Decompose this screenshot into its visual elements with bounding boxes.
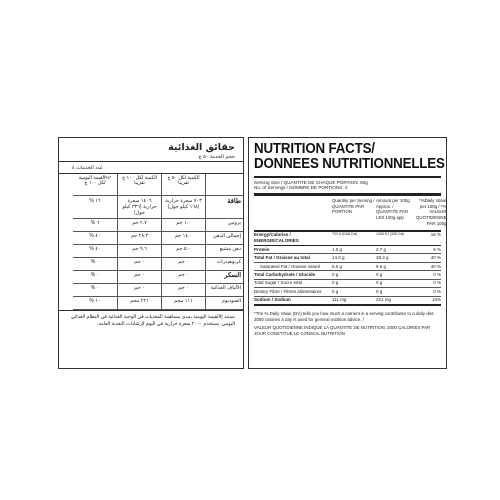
arabic-header-col2: الكمية لكل ٥٠ ج تقريبا xyxy=(161,174,205,196)
daily-value: 0 % xyxy=(433,288,441,294)
per-serving-value: 0 g xyxy=(332,288,339,294)
footnote-english: *The % Daily Value (DV) tells you how much a nutrient in a serving contributes to a daily diet. 2000 calories a day is used for general nutrition advice. / xyxy=(254,310,435,322)
arabic-row-c3: ٢.٧ جم xyxy=(117,219,161,232)
table-row xyxy=(254,271,441,279)
footnote-french: VALEUR QUOTIDIENNE INDIQUE LA QUANTITE DE NUTRITION. 2000 CALORIES PAR JOUR CONSTITUE LE CONSCIL NUTRITION xyxy=(254,324,431,336)
nutrient-label: Total Sugar / Sucre total xyxy=(254,280,303,286)
arabic-header-blank xyxy=(205,174,243,196)
arabic-row-label: الألياف الغذائية xyxy=(205,284,243,297)
per-100g-value: 28.3 g xyxy=(376,255,389,261)
per-serving-value: 5.0 g xyxy=(332,263,343,269)
nutrient-label: Total Carbohydrate / Glucide xyxy=(254,272,316,278)
nutrient-label: Energy/Calories / ENERGIE/CALORIES xyxy=(254,232,299,244)
serving-info xyxy=(254,176,441,191)
nutrition-table xyxy=(254,230,441,306)
arabic-servings: عدد الخدمات ٤ xyxy=(72,165,103,171)
table-row xyxy=(254,263,441,271)
per-100g-value: 1406 KJ (336 Cal) xyxy=(376,232,405,237)
arabic-row-c2: ٥.٠ جم xyxy=(161,245,205,258)
nutrient-label: Saturated Fat / Graisse saturé xyxy=(260,263,321,269)
arabic-row-c3: ٠ جم xyxy=(117,271,161,284)
arabic-row-c4: ١٦ % xyxy=(73,196,117,219)
arabic-header xyxy=(59,138,243,162)
table-row xyxy=(254,254,441,262)
arabic-row-c2: ٠ جم xyxy=(161,271,205,284)
arabic-row-c4: ٤٠ % xyxy=(73,232,117,245)
per-100g-value: 2.7 g xyxy=(376,246,387,252)
daily-value: 0 % xyxy=(433,280,441,286)
arabic-row-label: السكر xyxy=(205,271,243,284)
arabic-row-c4: ٠ % xyxy=(73,271,117,284)
arabic-row-c3: ٩.٦ جم xyxy=(117,245,161,258)
arabic-row-c4: ٠ % xyxy=(73,258,117,271)
arabic-row-c2: ٠ جم xyxy=(161,284,205,297)
arabic-serving-size: حجم الخدمة ٥٠ ج xyxy=(198,154,235,160)
arabic-row-c4: ٤٠ % xyxy=(73,245,117,258)
arabic-title: حقائق الغذائية xyxy=(168,142,235,153)
header-blank xyxy=(254,198,332,227)
arabic-row-c3: ٢٨.٣ جم xyxy=(117,232,161,245)
arabic-row-label: بروتين xyxy=(205,219,243,232)
daily-value: 10% xyxy=(431,297,441,303)
table-row xyxy=(254,297,441,306)
per-100g-value: 221 mg xyxy=(376,297,392,303)
arabic-header-col3: الكمية لكل ١٠٠ ج تقريبا xyxy=(117,174,161,196)
arabic-row-c3: ١٤٠٦ سعرة حرارية (٣٣٦ كيلو جول) xyxy=(117,196,161,219)
header-per-100g: Amount per 100g Approx. / QUANTITE PAR LES 100g app xyxy=(376,198,410,221)
nutrient-label: Dietary Fibre / Fibres alimentaires xyxy=(254,288,322,294)
daily-value: 6 % xyxy=(433,246,441,252)
arabic-row-c3: ٠ جم xyxy=(117,284,161,297)
arabic-servings-row xyxy=(59,162,243,174)
title-line-2: DONNEES NUTRITIONNELLES xyxy=(254,155,445,172)
arabic-row-c3: ٠ جم xyxy=(117,258,161,271)
arabic-row-c4: ٦ % xyxy=(73,219,117,232)
arabic-row-c4: ٠ % xyxy=(73,284,117,297)
per-serving-value: 703 KJ(168 Cal) xyxy=(332,232,358,237)
table-row xyxy=(254,280,441,288)
arabic-row-label: دهن مشبع xyxy=(205,245,243,258)
arabic-header-col4: *%القيمة اليومية لكل ١٠٠ ج xyxy=(73,174,117,196)
arabic-row-label: الصوديوم xyxy=(205,297,243,310)
arabic-row-c2: ١٤.٠ جم xyxy=(161,232,205,245)
per-serving-value: 0 g xyxy=(332,280,339,286)
arabic-footnote: تستند إلالقيمة اليومية بمدى مساهمة المغذيات في الوجبة الغذائية في النظام الغذائي اليومي. يستخدم ٢٠٠٠ سعرة حرارية في اليوم لإرشادات التغذية العامة. xyxy=(59,310,243,331)
daily-value: 40 % xyxy=(430,263,441,269)
arabic-row-c3: ٢٢١ مجم xyxy=(117,297,161,310)
daily-value: 40 % xyxy=(430,255,441,261)
serving-size: Serving Size / QUANTITE DE CHAQUE PORTION: 50g xyxy=(254,179,368,185)
footnote xyxy=(254,311,441,337)
arabic-nutrition-panel xyxy=(58,137,244,369)
arabic-row-c2: ٠ جم xyxy=(161,258,205,271)
header-daily-value: *%Daily Value per 100g / *% VALEUR QUOTIDIENNE PAR 100g xyxy=(416,198,447,226)
arabic-row-label: إجمالي الدهن xyxy=(205,232,243,245)
arabic-nutrition-table xyxy=(59,174,243,310)
arabic-row-c2: ٧٠٣ سعرة حرارية (١٦٨ كيلو جول) xyxy=(161,196,205,219)
daily-value: 0 % xyxy=(433,272,441,278)
per-serving-value: 111 mg xyxy=(332,297,347,303)
title-line-1: NUTRITION FACTS/ xyxy=(254,141,375,157)
header-per-serving: Quantity per Serving / QUANTITE PAR PORTION xyxy=(332,198,375,215)
table-row xyxy=(254,232,441,246)
table-header xyxy=(254,196,447,227)
nutrition-facts-title xyxy=(254,142,447,172)
arabic-row-c4: ١٠ % xyxy=(73,297,117,310)
table-row xyxy=(254,288,441,296)
per-100g-value: 0 g xyxy=(376,288,383,294)
arabic-row-c2: ١.٠ جم xyxy=(161,219,205,232)
arabic-row-c2: ١١١ مجم xyxy=(161,297,205,310)
nutrient-label: Protein xyxy=(254,246,270,252)
english-nutrition-panel xyxy=(248,137,447,369)
per-serving-value: 0 g xyxy=(332,272,339,278)
per-serving-value: 1.0 g xyxy=(332,246,343,252)
servings-count: No. of Servings / NOMBRE DE PORTIONS: 4 xyxy=(254,185,348,191)
table-row xyxy=(254,246,441,254)
per-100g-value: 0 g xyxy=(376,280,383,286)
per-serving-value: 14.0 g xyxy=(332,255,345,261)
daily-value: 16 % xyxy=(430,232,441,238)
arabic-row-label: كربوهيدرات xyxy=(205,258,243,271)
per-100g-value: 0 g xyxy=(376,272,383,278)
arabic-row-label: طاقة xyxy=(205,196,243,219)
nutrient-label: Total Fat / Graisse au total xyxy=(254,255,310,261)
per-100g-value: 9.6 g xyxy=(376,263,387,269)
nutrient-label: Sodium / Sodium xyxy=(254,297,291,303)
